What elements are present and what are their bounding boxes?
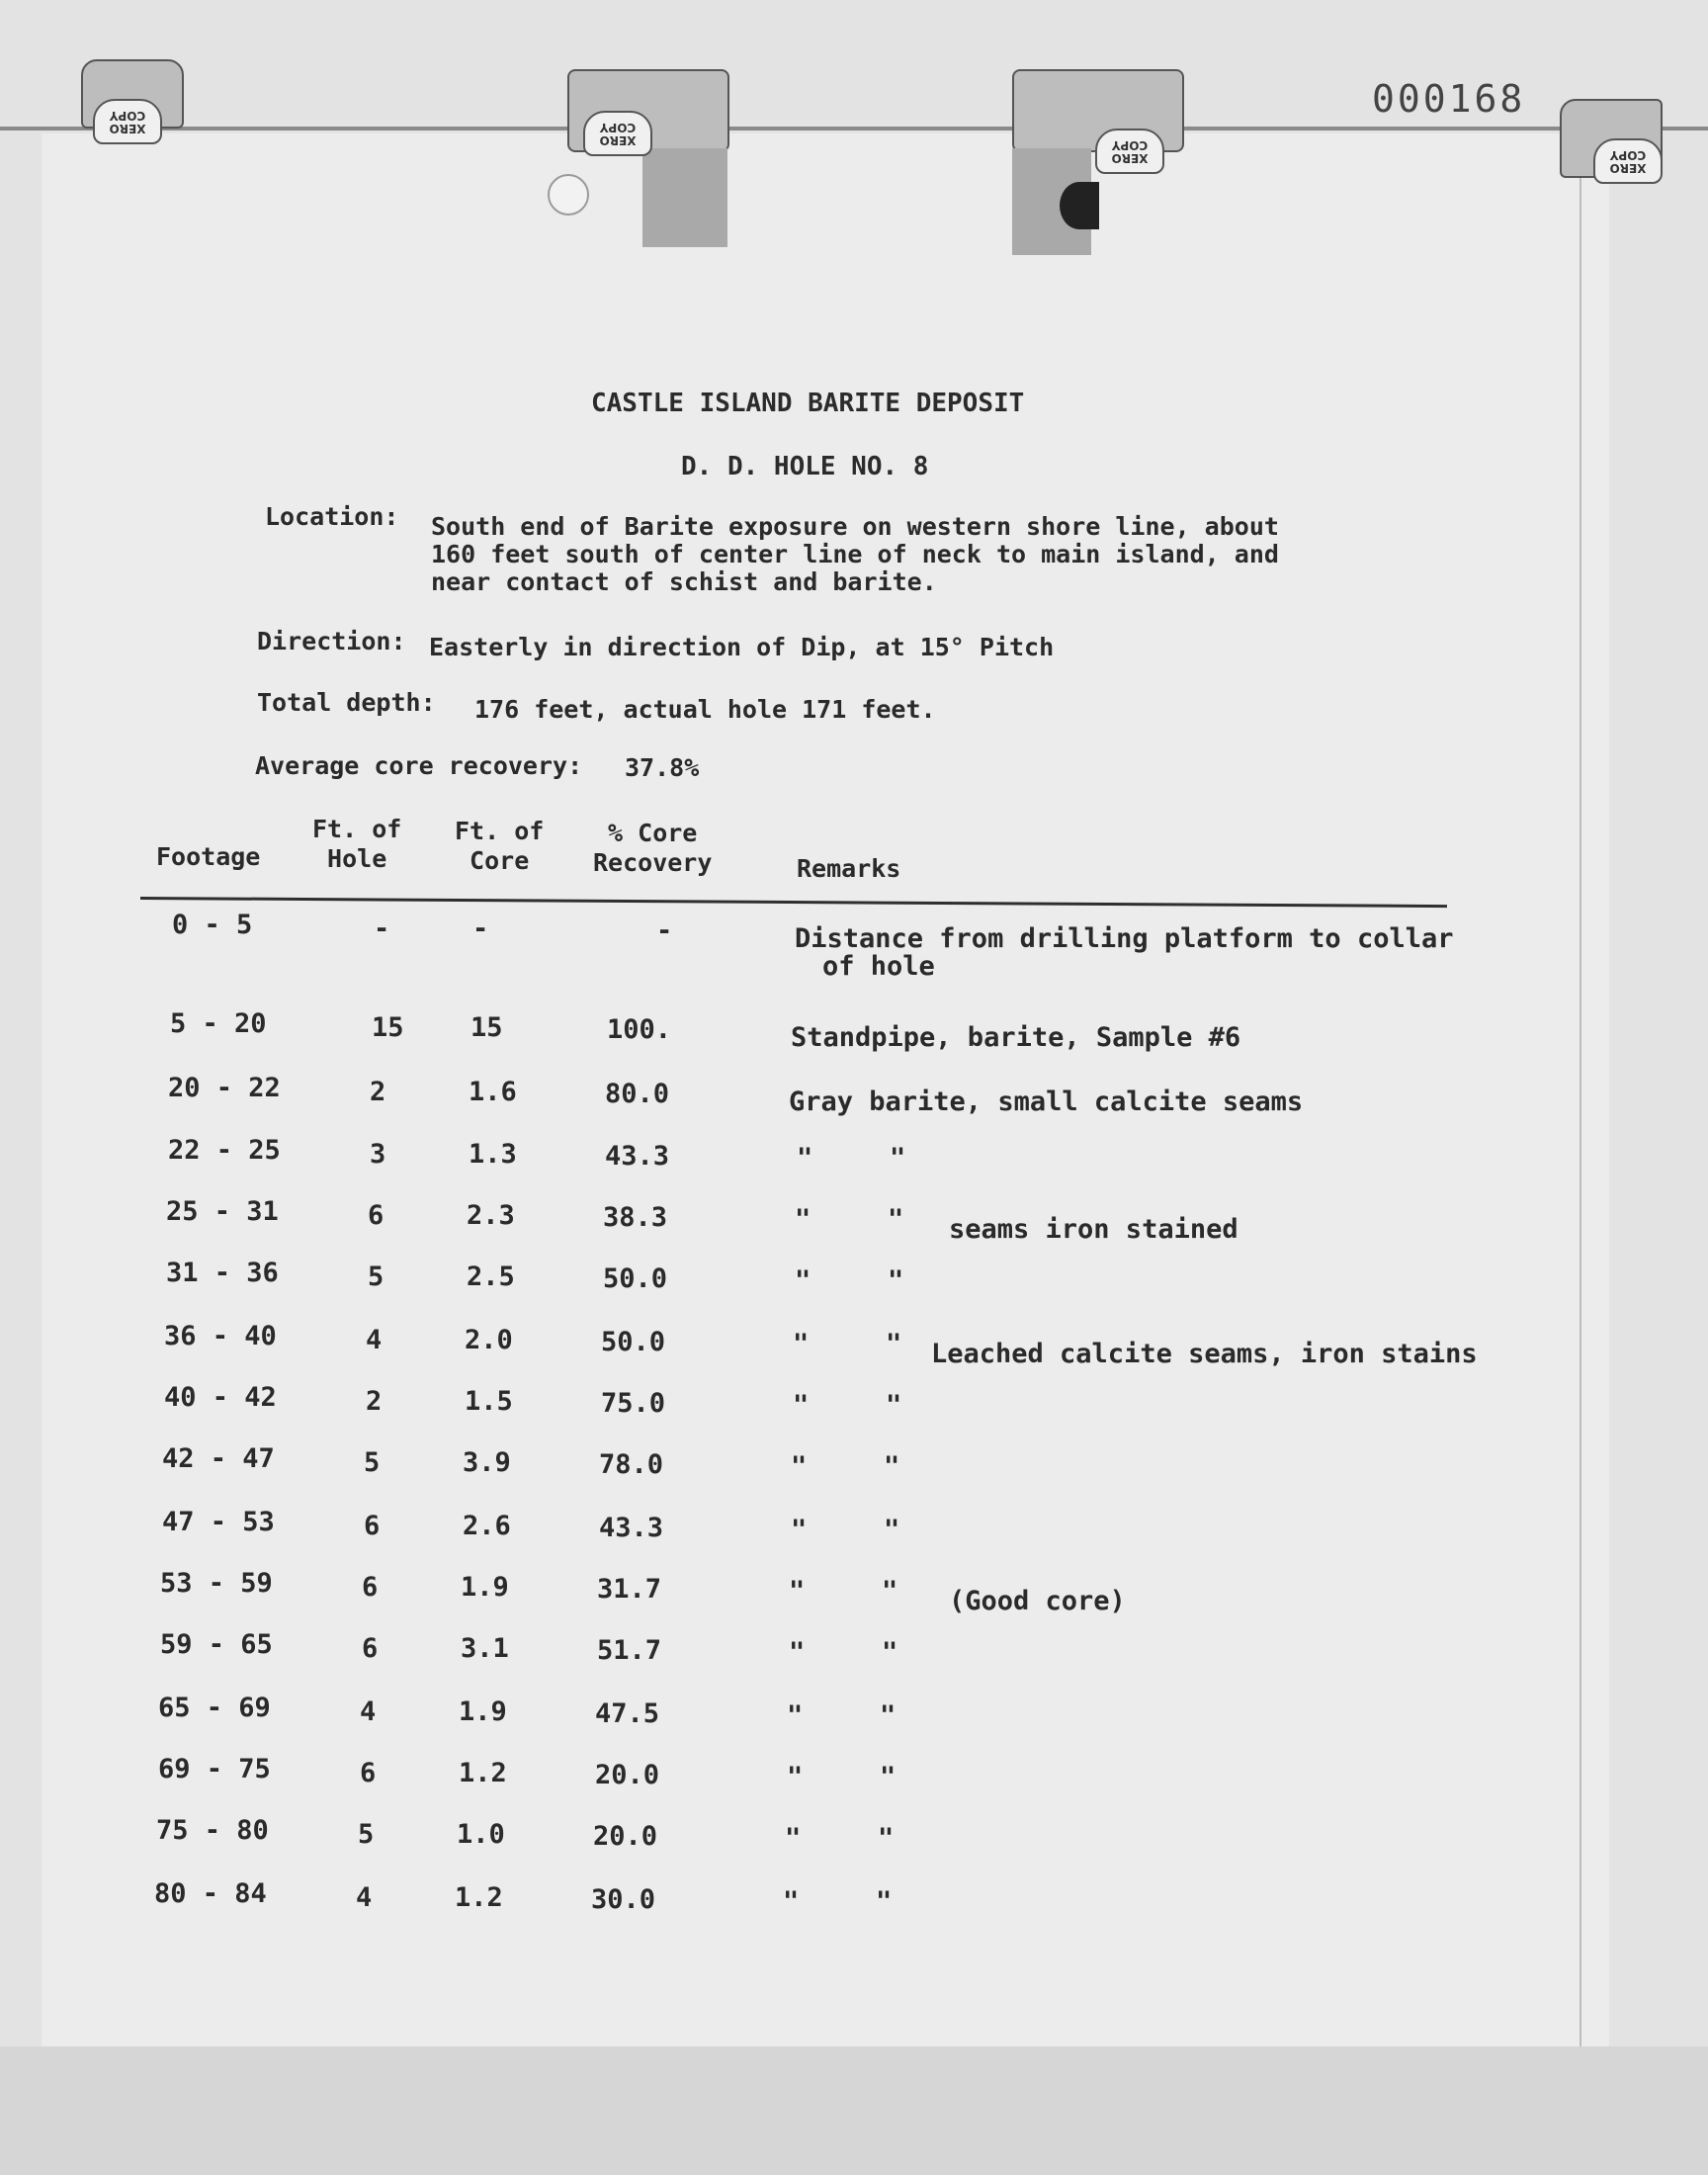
ditto-mark: " — [876, 1886, 893, 1917]
xero-copy-stamp: XERO COPY — [583, 111, 652, 156]
punch-hole — [548, 174, 589, 216]
header-core-line: Core — [470, 846, 530, 875]
cell-footage: 75 - 80 — [156, 1815, 269, 1846]
header-recovery-line: % Core — [608, 819, 698, 847]
header-hole-line: Hole — [327, 844, 387, 873]
cell-footage: 42 - 47 — [162, 1443, 275, 1474]
cell-hole: 6 — [364, 1511, 381, 1541]
location-line: South end of Barite exposure on western shore line, about — [431, 512, 1279, 541]
avg-recovery-value: 37.8% — [625, 753, 700, 782]
ditto-mark: " — [797, 1143, 813, 1174]
cell-core: 1.6 — [469, 1077, 517, 1107]
cell-remarks: seams iron stained — [949, 1214, 1238, 1245]
direction-value: Easterly in direction of Dip, at 15° Pitch — [429, 633, 1055, 661]
cell-recovery: 38.3 — [603, 1202, 668, 1233]
cell-hole: 2 — [366, 1386, 383, 1417]
ditto-mark: " — [890, 1143, 906, 1174]
ditto-mark: " — [882, 1637, 898, 1668]
ditto-mark: " — [793, 1329, 810, 1359]
cell-hole: 6 — [362, 1572, 379, 1603]
ditto-mark: " — [787, 1700, 804, 1731]
ditto-mark: " — [882, 1576, 898, 1607]
cell-footage: 40 - 42 — [164, 1382, 277, 1413]
location-line: 160 feet south of center line of neck to main island, and — [431, 540, 1279, 568]
cell-hole: 5 — [364, 1447, 381, 1478]
ditto-mark: " — [795, 1265, 811, 1296]
ditto-mark: " — [789, 1637, 806, 1668]
xero-copy-stamp: XERO COPY — [93, 99, 162, 144]
cell-recovery: 78.0 — [599, 1449, 664, 1480]
cell-footage: 20 - 22 — [168, 1073, 281, 1103]
cell-hole: 5 — [358, 1819, 375, 1850]
ditto-mark: " — [886, 1390, 902, 1421]
cell-footage: 47 - 53 — [162, 1507, 275, 1537]
cell-core: 3.1 — [461, 1633, 509, 1664]
cell-core: 2.6 — [463, 1511, 511, 1541]
cell-remarks: Gray barite, small calcite seams — [789, 1087, 1304, 1117]
cell-recovery: 47.5 — [595, 1698, 660, 1729]
ditto-mark: " — [787, 1762, 804, 1792]
ditto-mark: " — [789, 1576, 806, 1607]
total-depth-label: Total depth: — [257, 688, 436, 717]
cell-footage: 36 - 40 — [164, 1321, 277, 1351]
cell-recovery: 20.0 — [593, 1821, 658, 1852]
ditto-mark: " — [793, 1390, 810, 1421]
cell-recovery: 51.7 — [597, 1635, 662, 1666]
direction-label: Direction: — [257, 627, 406, 655]
ditto-mark: " — [884, 1451, 900, 1482]
cell-hole: 4 — [356, 1882, 373, 1913]
cell-hole: 4 — [366, 1325, 383, 1355]
xero-copy-stamp: XERO COPY — [1095, 129, 1164, 174]
cell-core: 2.3 — [467, 1200, 515, 1231]
cell-footage: 31 - 36 — [166, 1258, 279, 1288]
cell-core: 1.3 — [469, 1139, 517, 1170]
header-footage: Footage — [156, 842, 261, 871]
page-top-edge — [0, 127, 1708, 130]
cell-core: 1.9 — [459, 1696, 507, 1727]
header-hole — [312, 815, 401, 874]
cell-recovery: 30.0 — [591, 1884, 656, 1915]
cell-recovery: 31.7 — [597, 1574, 662, 1605]
cell-remarks: Distance from drilling platform to collar — [795, 923, 1454, 954]
cell-core: 2.0 — [465, 1325, 513, 1355]
cell-recovery: - — [656, 915, 673, 946]
document-title: CASTLE ISLAND BARITE DEPOSIT — [591, 389, 1025, 418]
cell-footage: 25 - 31 — [166, 1196, 279, 1227]
ditto-mark: " — [785, 1823, 802, 1854]
cell-core: 2.5 — [467, 1262, 515, 1292]
ditto-mark: " — [884, 1515, 900, 1545]
cell-footage: 22 - 25 — [168, 1135, 281, 1166]
ditto-mark: " — [878, 1823, 895, 1854]
cell-recovery: 50.0 — [601, 1327, 666, 1357]
cell-remarks: (Good core) — [949, 1586, 1126, 1616]
cell-core: 1.2 — [459, 1758, 507, 1788]
cell-hole: 2 — [370, 1077, 386, 1107]
ditto-mark: " — [783, 1886, 800, 1917]
cell-core: 1.0 — [457, 1819, 505, 1850]
document-number: 000168 — [1372, 77, 1526, 121]
cell-recovery: 43.3 — [605, 1141, 670, 1172]
cell-core: 3.9 — [463, 1447, 511, 1478]
ditto-mark: " — [880, 1762, 897, 1792]
avg-recovery-label: Average core recovery: — [255, 751, 583, 780]
header-hole-line: Ft. of — [312, 815, 402, 843]
cell-footage: 0 - 5 — [172, 910, 253, 940]
header-recovery-line: Recovery — [593, 848, 713, 877]
header-core-line: Ft. of — [455, 817, 545, 845]
cell-footage: 53 - 59 — [160, 1568, 273, 1599]
clip-shadow — [642, 148, 727, 247]
cell-hole: 6 — [360, 1758, 377, 1788]
ditto-mark: " — [791, 1451, 808, 1482]
cell-remarks: Leached calcite seams, iron stains — [931, 1339, 1478, 1369]
cell-hole: 6 — [368, 1200, 384, 1231]
location-line: near contact of schist and barite. — [431, 567, 937, 596]
ditto-mark: " — [880, 1700, 897, 1731]
header-core — [455, 817, 544, 876]
cell-core: 1.2 — [455, 1882, 503, 1913]
page-right-edge — [1580, 129, 1581, 2046]
location-label: Location: — [265, 502, 399, 531]
cell-footage: 69 - 75 — [158, 1754, 271, 1784]
cell-recovery: 50.0 — [603, 1263, 668, 1294]
cell-footage: 59 - 65 — [160, 1629, 273, 1660]
header-remarks: Remarks — [797, 854, 901, 883]
cell-footage: 5 - 20 — [170, 1008, 267, 1039]
cell-recovery: 20.0 — [595, 1760, 660, 1790]
cell-recovery: 75.0 — [601, 1388, 666, 1419]
cell-hole: 4 — [360, 1696, 377, 1727]
cell-core: 1.9 — [461, 1572, 509, 1603]
cell-recovery: 80.0 — [605, 1079, 670, 1109]
scanner-bed-strip — [0, 2046, 1708, 2175]
cell-hole: - — [374, 914, 390, 944]
cell-hole: 15 — [372, 1012, 404, 1043]
ditto-mark: " — [888, 1265, 904, 1296]
hole-number: D. D. HOLE NO. 8 — [681, 452, 929, 481]
total-depth-value: 176 feet, actual hole 171 feet. — [474, 695, 936, 724]
header-recovery — [593, 819, 712, 878]
xero-copy-stamp: XERO COPY — [1593, 138, 1663, 184]
cell-hole: 6 — [362, 1633, 379, 1664]
cell-footage: 80 - 84 — [154, 1878, 267, 1909]
cell-remarks: of hole — [822, 951, 935, 982]
punch-hole-shadow — [1060, 182, 1099, 229]
cell-core: 1.5 — [465, 1386, 513, 1417]
ditto-mark: " — [795, 1204, 811, 1235]
cell-recovery: 43.3 — [599, 1513, 664, 1543]
cell-footage: 65 - 69 — [158, 1693, 271, 1723]
cell-recovery: 100. — [607, 1014, 672, 1045]
ditto-mark: " — [888, 1204, 904, 1235]
cell-core: 15 — [470, 1012, 503, 1043]
cell-remarks: Standpipe, barite, Sample #6 — [791, 1022, 1241, 1053]
ditto-mark: " — [791, 1515, 808, 1545]
ditto-mark: " — [886, 1329, 902, 1359]
cell-hole: 3 — [370, 1139, 386, 1170]
cell-hole: 5 — [368, 1262, 384, 1292]
cell-core: - — [472, 914, 489, 944]
